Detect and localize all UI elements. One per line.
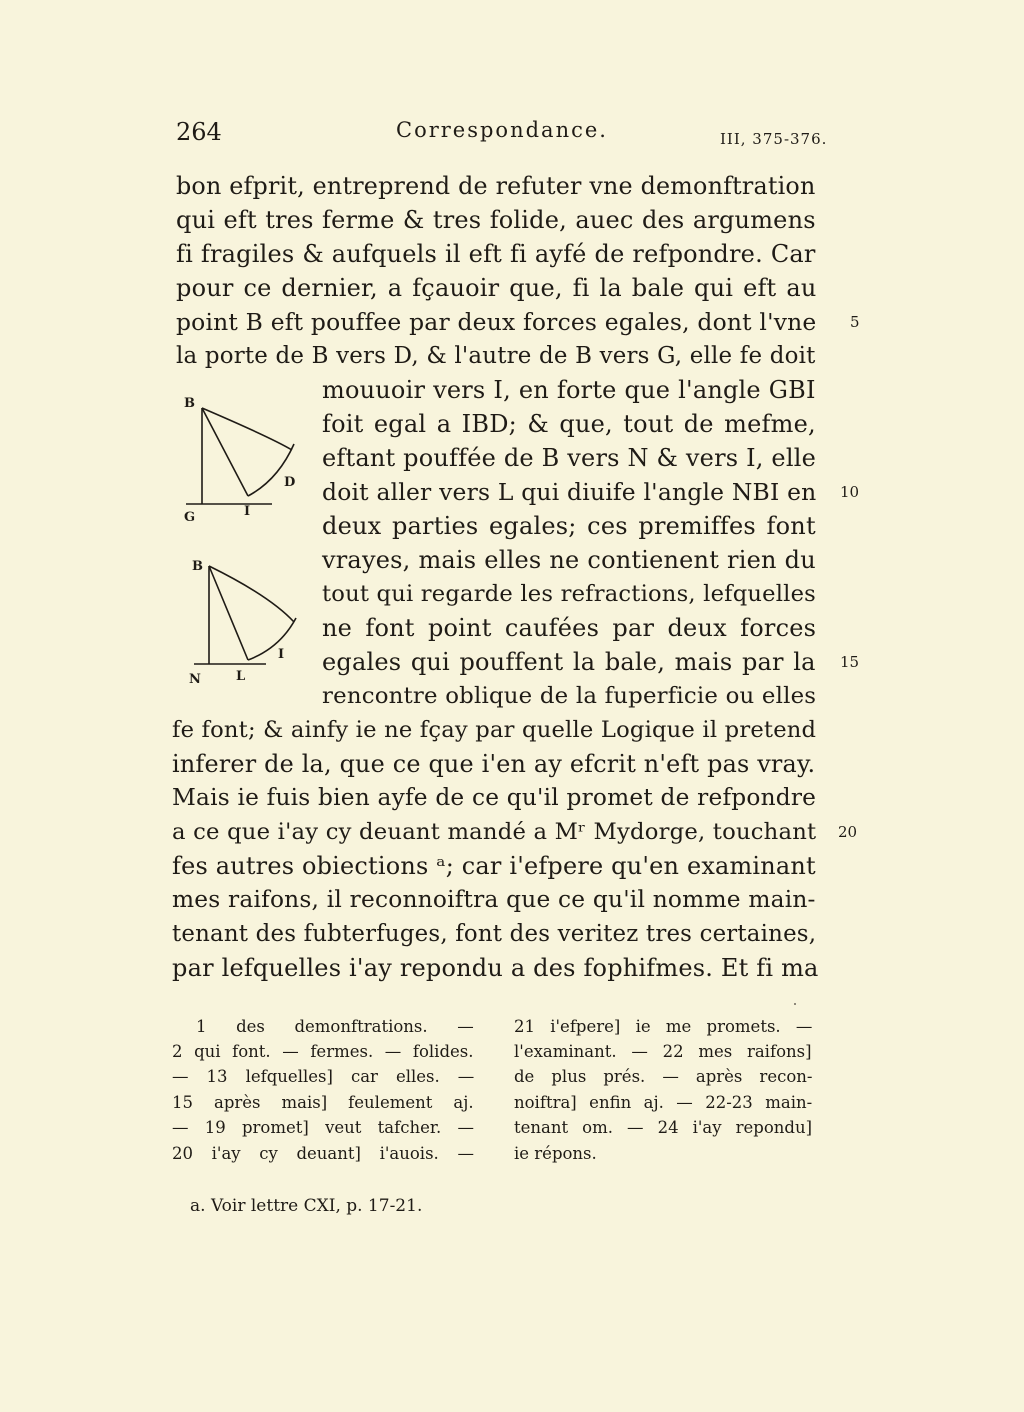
text-line: fe font; & ainfy ie ne fçay par quelle Logique il pretend <box>172 717 817 743</box>
text-line: fes autres obiections ᵃ; car i'efpere qu'en examinant <box>172 852 816 880</box>
text-line: qui eft tres ferme & tres folide, auec des argumens <box>176 206 816 234</box>
variant-line: — 19 promet] veut tafcher. — <box>172 1118 474 1137</box>
text-line: mes raifons, il reconnoiftra que ce qu'il nomme main- <box>172 886 816 913</box>
text-line: fi fragiles & aufquels il eft fi ayfé de refpondre. Car <box>176 240 816 268</box>
variant-line: ie répons. <box>514 1144 597 1163</box>
line-number: 5 <box>850 313 860 331</box>
refraction-figure-bottom <box>176 548 306 690</box>
figure-label: B <box>184 396 195 411</box>
text-line: vrayes, mais elles ne contienent rien du <box>322 546 816 574</box>
line-number: 20 <box>838 823 858 841</box>
text-line: tenant des fubterfuges, font des veritez tres certaines, <box>172 921 817 947</box>
text-line: doit aller vers L qui diuife l'angle NBI en <box>322 478 817 506</box>
line-number: 10 <box>840 483 860 501</box>
line-number: 15 <box>840 653 860 671</box>
text-line: pour ce dernier, a fçauoir que, fi la bale qui eft au <box>176 274 817 302</box>
refraction-figure-top <box>176 388 306 528</box>
volume-reference: III, 375-376. <box>720 130 828 148</box>
text-line: a ce que i'ay cy deuant mandé a Mʳ Mydorge, touchant <box>172 819 817 845</box>
figure-label: B <box>192 559 203 574</box>
variant-line: de plus prés. — après recon- <box>514 1067 813 1086</box>
footnote: a. Voir lettre CXI, p. 17-21. <box>190 1196 423 1216</box>
text-line: egales qui pouffent la bale, mais par la <box>322 648 816 676</box>
text-line: point B eft pouffee par deux forces egales, dont l'vne <box>176 308 817 336</box>
running-title: Correspondance. <box>396 118 608 142</box>
figure-label: N <box>189 672 201 687</box>
variant-line: 1 des demonftrations. — <box>196 1017 474 1036</box>
variant-line: 21 i'efpere] ie me promets. — <box>514 1017 813 1036</box>
page-number: 264 <box>176 118 222 146</box>
text-line: eftant pouffée de B vers N & vers I, elle <box>322 444 816 472</box>
figure-label: L <box>236 669 246 684</box>
text-line: bon efprit, entreprend de refuter vne demonftration <box>176 172 816 200</box>
text-line: mouuoir vers I, en forte que l'angle GBI <box>322 376 816 404</box>
variant-line: l'examinant. — 22 mes raifons] <box>514 1042 812 1061</box>
text-line: la porte de B vers D, & l'autre de B vers G, elle fe doit <box>176 343 816 369</box>
figure-label: I <box>244 504 251 519</box>
figure-label: D <box>284 475 296 490</box>
text-line: tout qui regarde les refractions, lefquelles <box>322 581 816 607</box>
variant-line: 20 i'ay cy deuant] i'auois. — <box>172 1144 474 1163</box>
variant-line: 2 qui font. — fermes. — folides. <box>172 1042 474 1061</box>
variant-line: — 13 lefquelles] car elles. — <box>172 1067 475 1086</box>
figure-label: G <box>184 510 196 525</box>
text-line: foit egal a IBD; & que, tout de mefme, <box>322 410 816 438</box>
text-line: Mais ie fuis bien ayfe de ce qu'il promet de refpondre <box>172 784 817 811</box>
figure-label: I <box>278 647 285 662</box>
variant-line: 15 après mais] feulement aj. <box>172 1093 474 1112</box>
text-line: rencontre oblique de la fuperficie ou elles <box>322 683 817 709</box>
text-line: inferer de la, que ce que i'en ay efcrit n'eft pas vray. <box>172 750 816 778</box>
print-speck <box>794 1003 796 1005</box>
text-line: deux parties egales; ces premiffes font <box>322 512 816 540</box>
variant-line: noiftra] enfin aj. — 22-23 main- <box>514 1093 813 1112</box>
variant-line: tenant om. — 24 i'ay repondu] <box>514 1118 813 1137</box>
text-line: par lefquelles i'ay repondu a des fophifmes. Et fi ma <box>172 954 819 982</box>
text-line: ne font point caufées par deux forces <box>322 614 817 642</box>
